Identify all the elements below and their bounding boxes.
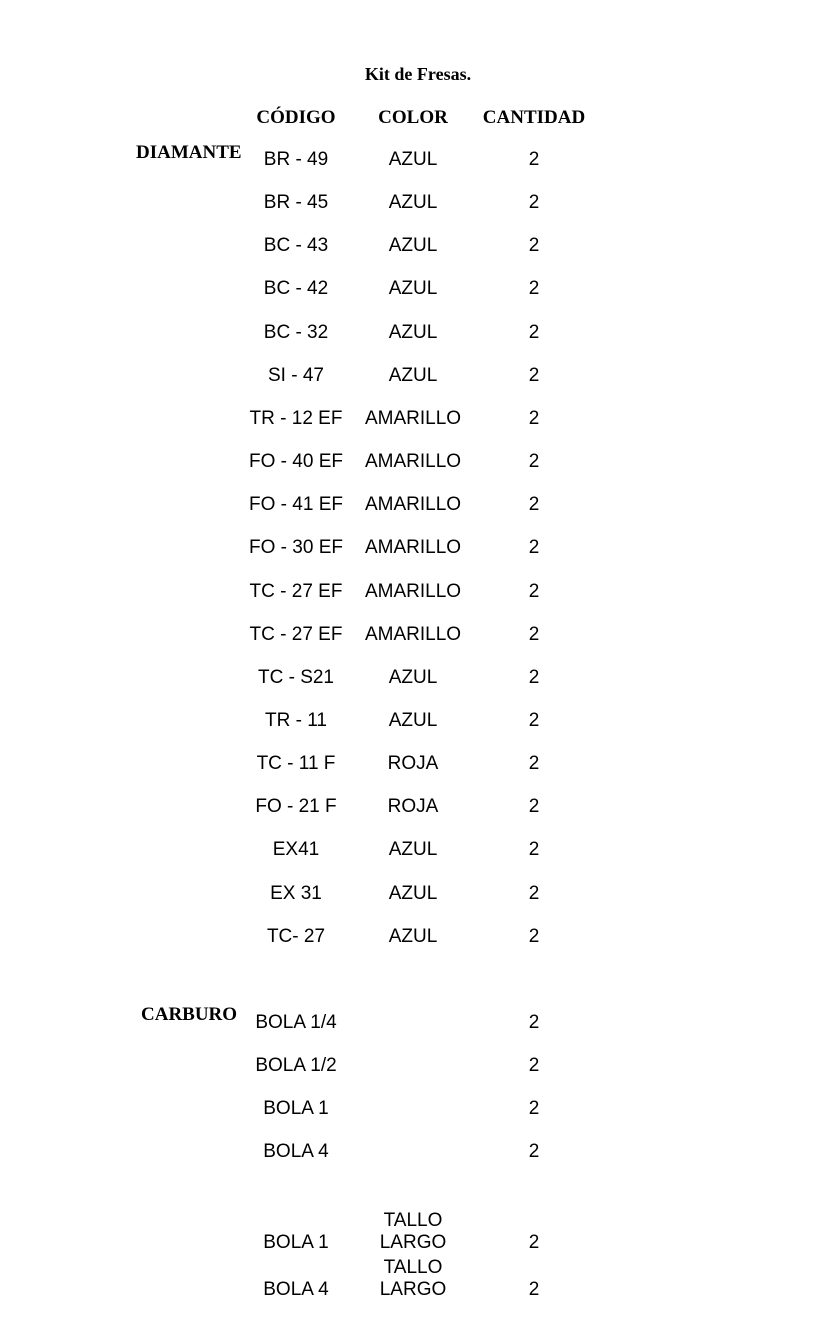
codigo-cell: BOLA 1 — [263, 1232, 329, 1253]
color-cell: AZUL — [388, 149, 438, 170]
table-row — [0, 882, 822, 906]
codigo-cell: TC - 11 F — [256, 753, 336, 775]
color-cell: AMARILLO — [364, 407, 462, 429]
codigo-cell: TC - 27 EF — [249, 623, 343, 645]
codigo-cell: FO - 40 EF — [249, 451, 343, 473]
codigo-cell: EX41 — [272, 839, 320, 861]
table-row — [0, 709, 822, 733]
cantidad-cell: 2 — [528, 537, 540, 559]
cantidad-cell: 2 — [528, 364, 540, 386]
table-row — [0, 321, 822, 345]
codigo-cell: SI - 47 — [268, 364, 324, 386]
color-cell-line2: LARGO — [379, 1279, 447, 1300]
header-color: COLOR — [378, 107, 448, 128]
table-row — [0, 234, 822, 258]
color-cell-line2: LARGO — [379, 1232, 447, 1253]
table-row — [0, 795, 822, 819]
cantidad-cell: 2 — [528, 1279, 540, 1300]
codigo-cell: TC - S21 — [257, 666, 335, 688]
table-row — [0, 752, 822, 776]
cantidad-cell: 2 — [528, 753, 540, 775]
table-row — [0, 277, 822, 301]
color-cell-line1: TALLO — [383, 1210, 443, 1231]
cantidad-cell: 2 — [528, 1055, 540, 1077]
codigo-cell: BC - 43 — [263, 235, 329, 257]
color-cell: AMARILLO — [364, 537, 462, 559]
codigo-cell: EX 31 — [270, 882, 322, 904]
codigo-cell: BC - 32 — [263, 321, 329, 343]
color-cell: AZUL — [388, 235, 438, 257]
table-row — [0, 191, 822, 215]
color-cell: AZUL — [388, 666, 438, 688]
table-row — [0, 666, 822, 690]
codigo-cell: BOLA 1/4 — [255, 1012, 337, 1033]
codigo-cell: FO - 30 EF — [249, 537, 343, 559]
cantidad-cell: 2 — [528, 1012, 540, 1033]
color-cell: AZUL — [388, 278, 438, 300]
header-cantidad: CANTIDAD — [482, 107, 586, 128]
section-label-diamante: DIAMANTE — [136, 142, 242, 163]
color-cell: AZUL — [388, 882, 438, 904]
table-row — [0, 1140, 822, 1164]
cantidad-cell: 2 — [528, 494, 540, 516]
header-codigo: CÓDIGO — [256, 107, 336, 128]
codigo-cell: TC - 27 EF — [249, 580, 343, 602]
table-row — [0, 1210, 822, 1254]
color-cell: ROJA — [387, 796, 439, 818]
color-cell-line1: TALLO — [383, 1257, 443, 1278]
cantidad-cell: 2 — [528, 666, 540, 688]
section-label-carburo: CARBURO — [141, 1004, 238, 1025]
codigo-cell: BOLA 1 — [263, 1098, 329, 1120]
codigo-cell: BC - 42 — [263, 278, 329, 300]
cantidad-cell: 2 — [528, 278, 540, 300]
color-cell: AZUL — [388, 321, 438, 343]
table-row — [0, 450, 822, 474]
table-row — [0, 493, 822, 517]
cantidad-cell: 2 — [528, 451, 540, 473]
codigo-cell: FO - 41 EF — [249, 494, 343, 516]
cantidad-cell: 2 — [528, 882, 540, 904]
table-row — [0, 925, 822, 949]
color-cell: AMARILLO — [364, 451, 462, 473]
table-row — [0, 1257, 822, 1301]
cantidad-cell: 2 — [528, 321, 540, 343]
table-row — [0, 1097, 822, 1121]
color-cell: AMARILLO — [364, 623, 462, 645]
cantidad-cell: 2 — [528, 1141, 540, 1163]
color-cell: AZUL — [388, 925, 438, 947]
color-cell: ROJA — [387, 753, 439, 775]
codigo-cell: FO - 21 F — [255, 796, 337, 818]
table-row — [0, 838, 822, 862]
cantidad-cell: 2 — [528, 839, 540, 861]
document-title: Kit de Fresas. — [364, 64, 472, 84]
codigo-cell: BOLA 4 — [263, 1141, 329, 1163]
table-row — [0, 364, 822, 388]
table-row — [0, 407, 822, 431]
codigo-cell: TR - 12 EF — [249, 407, 343, 429]
color-cell: AZUL — [388, 709, 438, 731]
cantidad-cell: 2 — [528, 235, 540, 257]
codigo-cell: TC- 27 — [266, 925, 326, 947]
table-row — [0, 536, 822, 560]
color-cell: AZUL — [388, 364, 438, 386]
table-row — [0, 1011, 822, 1035]
color-cell: AMARILLO — [364, 580, 462, 602]
cantidad-cell: 2 — [528, 709, 540, 731]
cantidad-cell: 2 — [528, 1232, 540, 1253]
color-cell: AZUL — [388, 839, 438, 861]
codigo-cell: BOLA 1/2 — [255, 1055, 337, 1077]
color-cell: AMARILLO — [364, 494, 462, 516]
table-row — [0, 148, 822, 172]
cantidad-cell: 2 — [528, 149, 540, 170]
cantidad-cell: 2 — [528, 623, 540, 645]
cantidad-cell: 2 — [528, 192, 540, 214]
table-row — [0, 623, 822, 647]
codigo-cell: BOLA 4 — [263, 1279, 329, 1300]
codigo-cell: TR - 11 — [265, 709, 327, 731]
table-row — [0, 580, 822, 604]
cantidad-cell: 2 — [528, 407, 540, 429]
color-cell: AZUL — [388, 192, 438, 214]
codigo-cell: BR - 49 — [263, 149, 329, 170]
cantidad-cell: 2 — [528, 1098, 540, 1120]
table-row — [0, 1054, 822, 1078]
cantidad-cell: 2 — [528, 925, 540, 947]
cantidad-cell: 2 — [528, 580, 540, 602]
codigo-cell: BR - 45 — [263, 192, 329, 214]
cantidad-cell: 2 — [528, 796, 540, 818]
